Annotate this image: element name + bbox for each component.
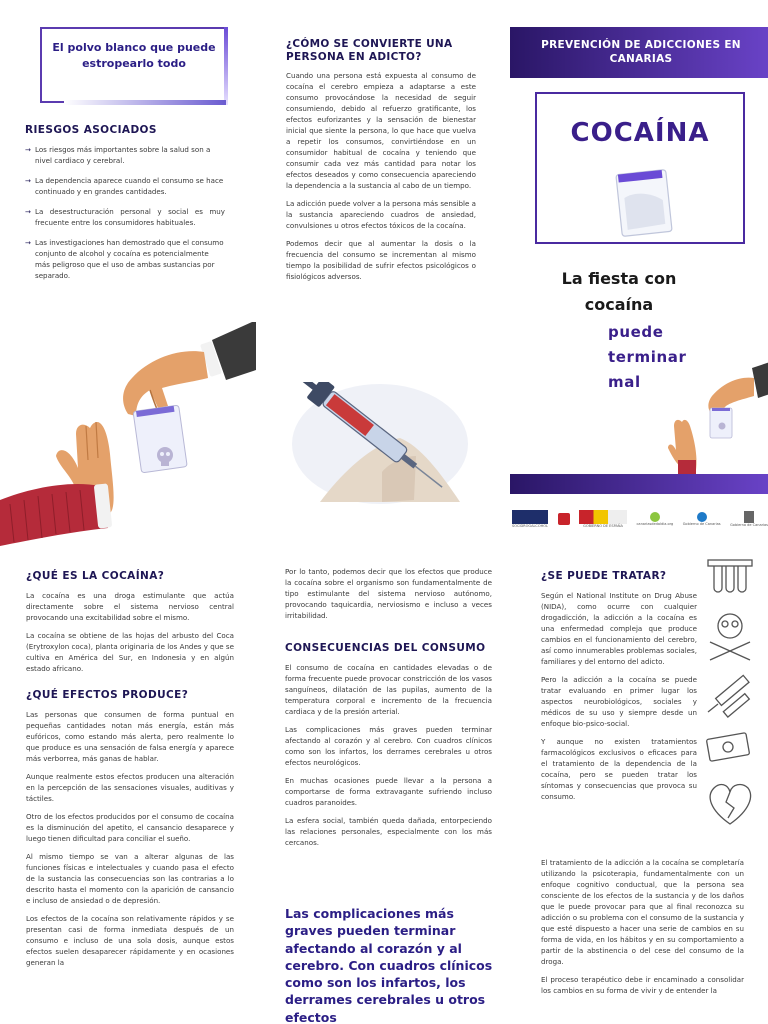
consecuencias-paragraph: La esfera social, también queda dañada, entorpeciendo las relaciones personales, especialmente con los más cercanos.: [285, 815, 492, 847]
slogan-line-2: puede terminar mal: [608, 323, 687, 391]
middle-intro: Por lo tanto, podemos decir que los efectos que produce la cocaína sobre el organismo son fundamentalmente de tipo estimulante del sistema nervioso autónomo, provocando taquicardia, nerviosismo e incluso a veces irritabilidad.: [285, 567, 492, 620]
logo-flag: [558, 513, 570, 525]
cocaina-title-box: [535, 92, 745, 244]
efectos-paragraph: Las personas que consumen de forma puntual en pequeñas cantidades notan más energía, están más eufóricos, como estando más alerta, pero realmente lo que produce es una sensación de falsa energía y aparece más verborrea, más ganas de hablar.: [26, 709, 234, 763]
riesgos-item: → La desestructuración personal y social es muy frecuente entre los consumidores habituales.: [25, 206, 225, 227]
cover-band: [510, 474, 768, 494]
adicto-paragraph: La adicción puede volver a la persona más sensible a la sustancia apareciendo cuadros de ansiedad, convulsiones u otros efectos tóxicos de la cocaína.: [286, 199, 476, 230]
tratar-section-bottom: [541, 858, 744, 1004]
adicto-paragraph: Podemos decir que al aumentar la dosis o la frecuencia del consumo se incrementan al mismo tiempo la posibilidad de sufrir efectos psicológicos o fisiológicos adversos.: [286, 238, 476, 281]
logo-gobierno-canarias: Gobierno de Canarias: [683, 512, 721, 526]
slogan-line-1: La fiesta con cocaína: [561, 269, 677, 314]
baggie-icon: [615, 166, 673, 238]
adicto-section: [286, 38, 476, 290]
tratar-paragraph: El tratamiento de la adicción a la cocaína se completaría utilizando la psicoterapia, fundamentalmente con un enfoque cognitivo conductual, que la persona sea consciente de los efectos de la sustancia y de los daños que le puede provocar para que al final reconozca su adicción o su problema con el consumo de la sustancia y que esté dispuesto a hacer una serie de cambios en su forma de vida, en los hábitos y en su comportamiento a partir de la abstinencia o del cese del consumo de la droga.: [541, 858, 744, 966]
skull-icon: [719, 423, 726, 430]
logo-gobierno-espana: GOBIERNO DE ESPAÑA: [579, 510, 627, 528]
broken-heart-icon: [710, 785, 750, 824]
tratar-title: ¿SE PUEDE TRATAR?: [541, 570, 667, 582]
tagline-box: [40, 27, 226, 103]
consecuencias-title: CONSECUENCIAS DEL CONSUMO: [285, 641, 486, 654]
skull-crossbones-icon: [710, 614, 750, 660]
logo-socidrogalcohol: SOCIDROGALCOHOL: [512, 510, 548, 528]
cover-title: COCAÍNA: [570, 118, 710, 148]
riesgos-item: → Los riesgos más importantes sobre la salud son a nivel cardiaco y cerebral.: [25, 145, 211, 165]
tagline-underline: [64, 100, 226, 105]
cover-hands-illustration: [668, 360, 768, 474]
efectos-paragraph: Los efectos de la cocaína son relativamente rápidos y se presentan casi de forma inmediata después de un consumo e incluso de una sola dosis, aunque estos efectos suelen desaparecer rápidamente y en ocasiones generan la: [26, 913, 234, 967]
hands-illustration: [0, 318, 256, 546]
test-tubes-icon: [708, 560, 752, 592]
money-icon: [706, 733, 749, 762]
riesgos-title: RIESGOS ASOCIADOS: [25, 124, 157, 136]
cover-header: PREVENCIÓN DE ADICCIONES EN CANARIAS: [510, 27, 768, 78]
bottom-left-column: [26, 570, 234, 976]
efectos-paragraph: Al mismo tiempo se van a alterar algunas de las funciones físicas e intelectuales y cuando pasa el efecto de la sustancia las consecuencias son las contrarias a lo descrito hasta el momento con la aparición de cansancio e incluso de ansiedad o de depresión.: [26, 851, 234, 905]
logo-gobierno-canarias-2: Gobierno de Canarias: [730, 511, 768, 527]
adicto-title: ¿CÓMO SE CONVIERTE UNA PERSONA EN ADICTO?: [286, 38, 453, 63]
skull-icon: [157, 447, 173, 463]
logo-canarias-dedaldia: canariasdedaldia.org: [637, 512, 674, 526]
consecuencias-paragraph: El consumo de cocaína en cantidades elevadas o de forma frecuente puede provocar constricción de los vasos sanguíneos, dilatación de las pupilas, aumento de la temperatura corporal e incremento de la frecuencia cardiaca y de la presión arterial.: [285, 662, 492, 716]
syringe-icon: [708, 675, 749, 717]
consecuencias-paragraph: Las complicaciones más graves pueden terminar afectando al corazón y al cerebro. Con cuadros clínicos como son los infartos, los derrames cerebrales u otros efectos neurológicos.: [285, 724, 492, 767]
bottom-middle-column: [285, 567, 492, 856]
sponsor-logos: [512, 504, 768, 534]
que-es-title: ¿QUÉ ES LA COCAÍNA?: [26, 570, 165, 582]
efectos-paragraph: Otro de los efectos producidos por el consumo de cocaína es la disminución del apetito, el cansancio desaparece y luego tienen dificultad para conciliar el sueño.: [26, 811, 234, 843]
tagline: El polvo blanco que puede estropearlo todo: [52, 41, 216, 70]
tratar-section-top: [541, 570, 697, 810]
tratar-paragraph: Y aunque no existen tratamientos farmacológicos exclusivos o eficaces para el tratamiento de la dependencia de la cocaína, pero se pueden tratar los síntomas y consecuencias que provoca su consumo.: [541, 736, 697, 801]
riesgos-item: → La dependencia aparece cuando el consumo se hace continuado y en grandes cantidades.: [25, 175, 224, 196]
riesgos-item: → Las investigaciones han demostrado que el consumo conjunto de alcohol y cocaína es potencialmente más peligroso que el uso de ambas sustancias por separado.: [25, 237, 224, 280]
consecuencias-paragraph: En muchas ocasiones puede llevar a la persona a comportarse de forma extravagante sufriendo incluso cuadros paranoides.: [285, 775, 492, 807]
tratar-paragraph: El proceso terapéutico debe ir encaminado a consolidar los cambios en su forma de vivir y de entender la: [541, 974, 744, 995]
side-icons: [700, 552, 760, 842]
red-sleeve-icon: [678, 460, 696, 474]
tratar-paragraph: Según el National Institute on Drug Abuse (NIDA), como ocurre con cualquier drogadicción, la adicción a la cocaína es una enfermedad compleja que produce cambios en el funcionamiento del cerebro, así como innumerables problemas sociales, familiares y del entorno del adicto.: [541, 591, 697, 666]
syringe-illustration: [290, 382, 480, 512]
riesgos-section: [25, 124, 225, 291]
que-es-paragraph: La cocaína se obtiene de las hojas del arbusto del Coca (Erytroxylon coca), planta originaria de los Andes y que se cultiva en América del Sur, en Indonesia y en algún estado africano.: [26, 630, 234, 673]
que-es-paragraph: La cocaína es una droga estimulante que actúa directamente sobre el sistema nervioso central provocando una excitabilidad sobre el mismo.: [26, 591, 234, 622]
adicto-paragraph: Cuando una persona está expuesta al consumo de cocaína el cerebro empieza a adaptarse a este consumo provocándose la necesidad de seguir consumiendo, debido al refuerzo gratificante, los efectos euforizantes y la sensación de bienestar inicial que siente la persona, lo que hace que vuelva a repetir los consumos, convirtiéndose en un consumidor habitual de cocaína y teniendo que consumir cada vez más cantidad para notar los efectos deseados y como consecuencia apareciendo la dependencia a la sustancia al cabo de un tiempo.: [286, 71, 476, 191]
tratar-paragraph: Pero la adicción a la cocaína se puede tratar evaluando en primer lugar los aspectos neurobiológicos, sociales y médicos de su uso y siempre desde un enfoque bio-psico-social.: [541, 674, 697, 728]
sleeve-icon: [752, 362, 768, 398]
efectos-title: ¿QUÉ EFECTOS PRODUCE?: [26, 688, 189, 701]
hand-icon: [123, 351, 208, 416]
efectos-paragraph: Aunque realmente estos efectos producen una alteración en la percepción de las sensaciones visuales, auditivas y táctiles.: [26, 771, 234, 803]
highlight-quote: Las complicaciones más graves pueden terminar afectando al corazón y al cerebro. Con cuadros clínicos como son los infartos, los derrames cerebrales u otros efectos: [285, 906, 493, 1024]
